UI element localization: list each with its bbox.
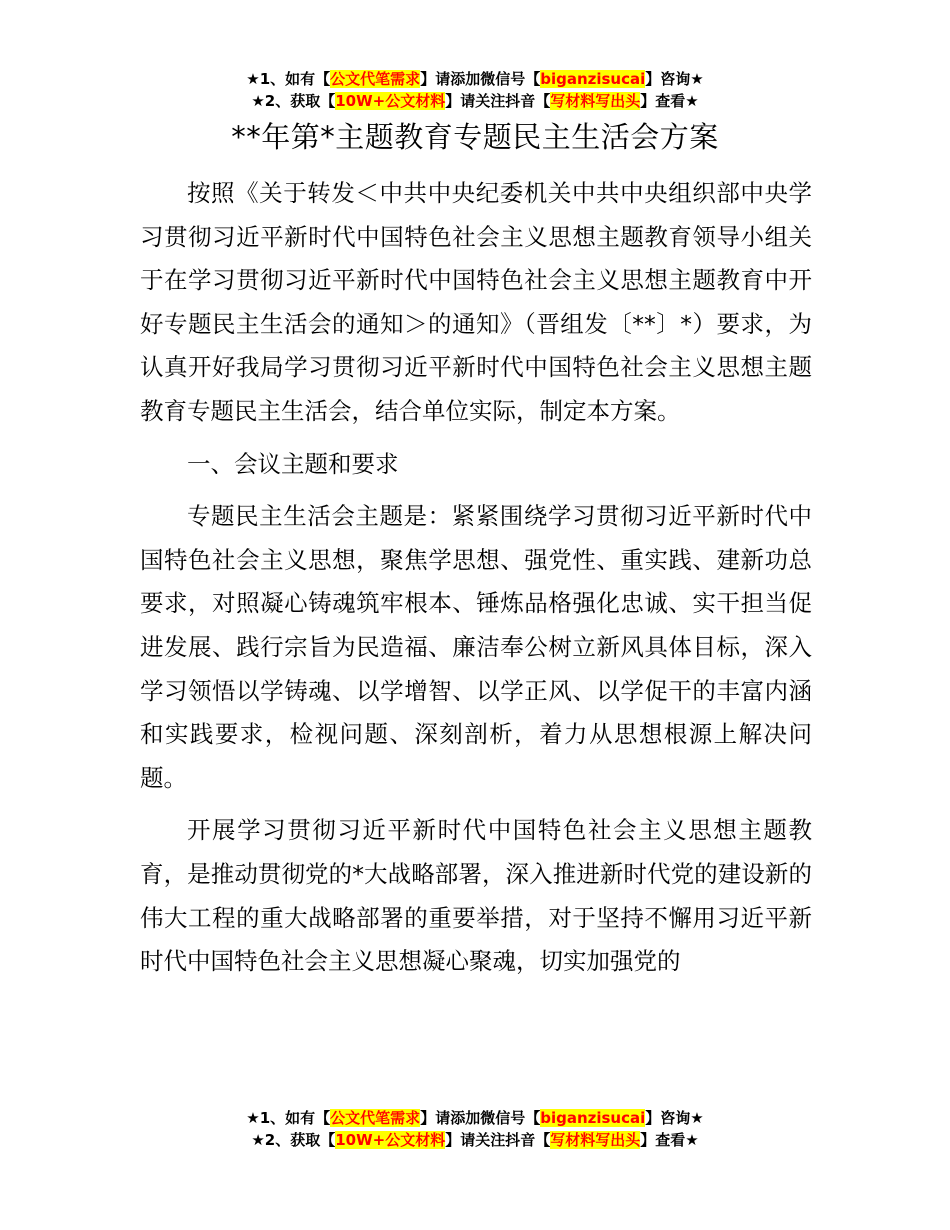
banner-line-2 (0, 90, 950, 112)
banner-text: ★1、如有【 (246, 70, 331, 88)
paragraph-theme: 专题民主生活会主题是：紧紧围绕学习贯彻习近平新时代中国特色社会主义思想，聚焦学思想、强党性、重实践、建新功总要求，对照凝心铸魂筑牢根本、锤炼品格强化忠诚、实干担当促进发展、践行宗旨为民造福、廉洁奉公树立新风具体目标，深入学习领悟以学铸魂、以学增智、以学正风、以学促干的丰富内涵和实践要求，检视问题、深刻剖析，着力从思想根源上解决问题。 (140, 502, 812, 792)
banner-text: ★2、获取【 (251, 92, 336, 110)
wechat-id-highlight: biganzisucai (540, 1109, 646, 1127)
banner-text: 】咨询★ (645, 1109, 704, 1127)
banner-line-1 (0, 1107, 950, 1129)
banner-text: 】查看★ (640, 1131, 699, 1149)
douyin-account-highlight: 写材料写出头 (550, 1131, 641, 1149)
douyin-account-highlight: 写材料写出头 (550, 92, 641, 110)
highlight-text: 公文代笔需求 (330, 70, 421, 88)
footer-banner (0, 1107, 950, 1151)
paragraph-intro: 按照《关于转发＜中共中央纪委机关中共中央组织部中央学习贯彻习近平新时代中国特色社会主义思想主题教育领导小组关于在学习贯彻习近平新时代中国特色社会主义思想主题教育中开好专题民主生活会的通知＞的通知》（晋组发〔**〕*）要求，为认真开好我局学习贯彻习近平新时代中国特色社会主义思想主题教育专题民主生活会，结合单位实际，制定本方案。 (140, 179, 812, 425)
highlight-text: 10W+公文材料 (335, 1131, 446, 1149)
document-title: **年第*主题教育专题民主生活会方案 (231, 120, 719, 154)
highlight-text: 10W+公文材料 (335, 92, 446, 110)
banner-text: 】请添加微信号【 (420, 1109, 541, 1127)
section-heading: 一、会议主题和要求 (187, 449, 399, 478)
banner-text: 】咨询★ (645, 70, 704, 88)
banner-text: ★2、获取【 (251, 1131, 336, 1149)
highlight-text: 公文代笔需求 (330, 1109, 421, 1127)
banner-text: 】查看★ (640, 92, 699, 110)
paragraph-significance: 开展学习贯彻习近平新时代中国特色社会主义思想主题教育，是推动贯彻党的*大战略部署，深入推进新时代党的建设新的伟大工程的重大战略部署的重要举措，对于坚持不懈用习近平新时代中国特色社会主义思想凝心聚魂，切实加强党的 (140, 816, 812, 976)
banner-text: 】请添加微信号【 (420, 70, 541, 88)
banner-line-1 (0, 68, 950, 90)
banner-text: 】请关注抖音【 (445, 1131, 551, 1149)
banner-line-2 (0, 1129, 950, 1151)
document-body (140, 172, 812, 984)
header-banner (0, 68, 950, 112)
wechat-id-highlight: biganzisucai (540, 70, 646, 88)
banner-text: ★1、如有【 (246, 1109, 331, 1127)
banner-text: 】请关注抖音【 (445, 92, 551, 110)
